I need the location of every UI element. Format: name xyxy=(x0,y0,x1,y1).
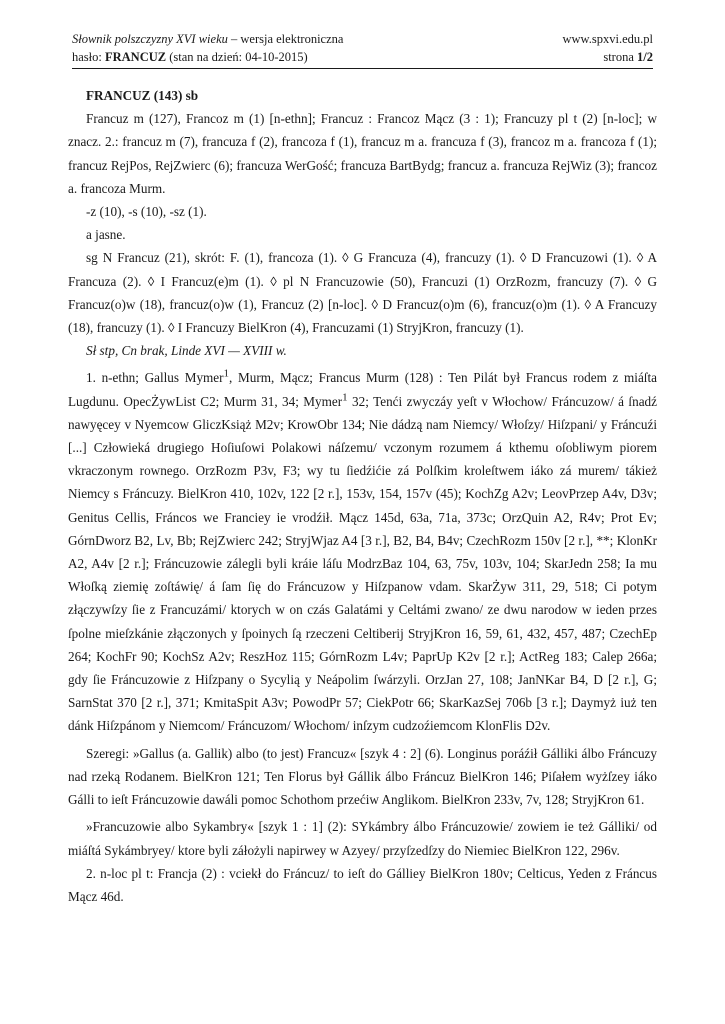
page-indicator xyxy=(603,48,653,66)
page-number: 1/2 xyxy=(637,50,653,64)
header-row-1 xyxy=(72,30,653,48)
dictionary-entry xyxy=(68,84,657,908)
sense-1-intro: 1. n-ethn; Gallus Mymer xyxy=(86,370,224,386)
sense-1-citations-a: , Murm, Mącz; Francus Murm (128) : Ten Pilát był Francus rodem z miáſta Lugdunu. OpecŻywList C2; Murm 31, 34; Mymer xyxy=(68,370,657,409)
haslo-word: FRANCUZ xyxy=(104,50,167,64)
entry-vowel-note: a jasne. xyxy=(86,227,126,243)
header-row-2 xyxy=(72,48,653,66)
entry-spelling-variants: -z (10), -s (10), -sz (1). xyxy=(86,204,207,220)
haslo-label: hasło: xyxy=(72,50,105,64)
sense-1-szeregi: Szeregi: »Gallus (a. Gallik) albo (to jest) Francuz« [szyk 4 : 2] (6). Longinus poráźił Gálliki álbo Fráncuzy nad rzeką Rodanem. BielKron 121; Ten Florus był Gállik álbo Fráncuz BielKron 146; Piſałem wyżſzey iáko Gálli to ieſt Fráncuzowie dawáli pomoc Schothom przećiw Anglikom. BielKron 233v, 7v, 128; StryjKron 61. xyxy=(68,745,657,808)
footnote-marker: 1 xyxy=(223,368,230,381)
page-header xyxy=(72,30,653,66)
entry-label xyxy=(72,48,308,66)
header-divider xyxy=(72,68,653,69)
sense-1 xyxy=(68,366,657,737)
sense-1-szeregi-2: »Francuzowie albo Sykambry« [szyk 1 : 1] (2): SYkámbry álbo Fráncuzowie/ zowiem ie też Gálliki/ od miáſtá Sykámbryey/ ktore byli záłożyli napirwey w Azyey/ przyſzedſzy do Niemiec BielKron 122, 296v. xyxy=(68,819,657,858)
sense-2: 2. n-loc pl t: Francja (2) : vciekł do Fráncuz/ to ieſt do Gálliey BielKron 180v; Celticus, Yeden z Fráncus Mącz 46d. xyxy=(68,865,657,904)
sense-1-citations-b: 32; Tenći zwyczáy yeſt v Włochow/ Fráncuzow/ á ſnadź nawyęcey v Nyemcow GliczKsiąż M2v; KrowObr 134; Nie dádzą nam Niemcy/ Włoſzy/ Hiſzpani/ y Fráncuźi [...] Człowieká drugiego Hoſiuſowi Polakowi náſzemu/ vczonym rozumem á kthemu oſobliwym piorem vkraczonym rownego. OrzRozm P3v, F3; wy tu ſiedźićie zá Polſkim kroleſtwem iáko zá murem/ tákież Niemcy s Fráncuzy. BielKron 410, 102v, 122 [2 r.], 153v, 154, 157v (45); KochZg A2v; LeovPrzep A4v, D3v; Genitus Cellis, Fráncos we Franciey ie vrodźił. Mącz 145d, 63a, 71a, 373c; OrzQuin A2, R4v; Prot Ev; GórnDworz B2, Lv, Bb; RejZwierc 242; StryjWjaz A4 [3 r.], B2, B4, B4v; CzechRozm 150v [2 r.], **; KlonKr A2, A4v [2 r.]; Fráncuzowie zálegli byli kráie láſu ModrzBaz 104, 63, 75v, 103v, 104; SkarJedn 258; Ia mu Włoſką ziemię zoſtáwię/ á ſam ſię do Fráncuzow y Hiſzpanow vdam. SkarŻyw 311, 29, 518; Ci potym złączywſzy ſie z Francuzámi/ ktorych w on czás Galatámi y Celtámi zwano/ ze dwu narodow w ieden przes ſpolne mieſzkánie złączonych y ſpoinych ſą rzeczeni Celtiberij StryjKron 16, 59, 61, 432, 457, 487; CzechEp 264; KochFr 90; KochSz A2v; ReszHoz 115; GórnRozm L4v; PaprUp K2v [2 r.]; ActReg 183; Calep 266a; gdy ſie Fráncuzowie z Hiſzpany o Sycylią y Neápolim ſwárzyli. OrzJan 27, 108; JanNKar B4, D [2 r.], G; SarnStat 370 [2 r.], 371; KmitaSpit A3v; PowodPr 57; CiekPotr 66; SkarKazSej 706b [3 r.]; Daymyż iuż ten dánk Hiſzpánom y Niemcom/ Fráncuzom/ Włochom/ inſzym cudzoźiemcom KlonFlis D2v. xyxy=(68,393,657,734)
site-url[interactable]: www.spxvi.edu.pl xyxy=(562,32,653,46)
dictionary-title-rest: – wersja elektroniczna xyxy=(227,32,344,46)
entry-inflection: sg N Francuz (21), skrót: F. (1), francoza (1). ◊ G Francuza (4), francuzy (1). ◊ D Francuzowi (1). ◊ A Francuza (2). ◊ I Francuz(e)m (1). ◊ pl N Francuzowie (50), Francuzi (1) OrzRozm, francuzy (7). ◊ G Francuz(o)w (18), francuz(o)w (1), Francuz (2) [n-loc]. ◊ D Francuz(o)m (6), francuz(o)m (1). ◊ A Francuzy (18), francuzy (1). ◊ I Francuzy BielKron (4), Francuzami (1) StryjKron, francuzy (1). xyxy=(68,250,657,336)
dictionary-title-italic: Słownik polszczyzny XVI wieku xyxy=(72,32,228,46)
entry-headword: FRANCUZ (143) sb xyxy=(86,88,199,103)
haslo-date: (stan na dzień: 04-10-2015) xyxy=(166,50,308,64)
dictionary-title xyxy=(72,30,343,48)
footnote-marker: 1 xyxy=(342,391,348,404)
entry-forms: Francuz m (127), Francoz m (1) [n-ethn]; Francuz : Francoz Mącz (3 : 1); Francuzy pl t (2) [n-loc]; w znacz. 2.: francuz m (7), francuza f (2), francoza f (1), francuz m a. francuza f (3), francoz m a. francoza f (1); francuz RejPos, RejZwierc (6); francuza WerGość; francuza BartBydg; francuz a. francuza RejWiz (3); francoz a. francoza Murm. xyxy=(68,111,657,196)
entry-dictionaries: Sł stp, Cn brak, Linde XVI — XVIII w. xyxy=(86,343,287,359)
page-label: strona xyxy=(603,50,638,64)
